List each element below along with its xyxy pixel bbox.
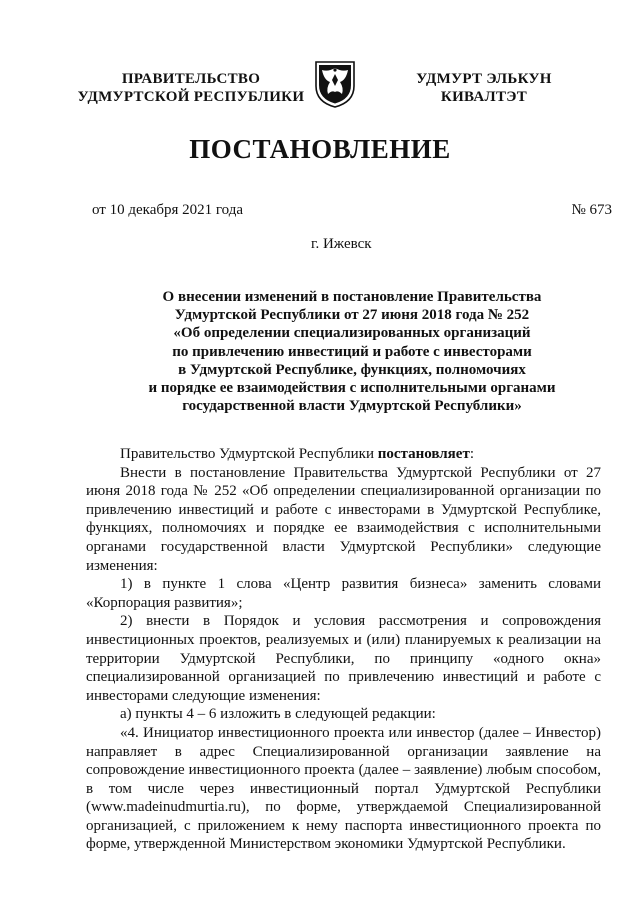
paragraph-subitem-a: а) пункты 4 – 6 изложить в следующей редакции: xyxy=(120,706,436,723)
document-number: № 673 xyxy=(571,202,612,218)
intro-verb: постановляет xyxy=(377,446,470,462)
paragraph-main: Внести в постановление Правительства Удмуртской Республики от 27 июня 2018 года № 252 «Об определении специализированной организации по привлечению инвестиций и работе с инвесторами в Удмуртской Республике, функциях, полномочиях и порядке ее взаимодействия с исполнительными органами государственной власти Удмуртской Республики» следующие изменения: xyxy=(86,464,601,574)
paragraph-clause-4: «4. Инициатор инвестиционного проекта или инвестор (далее – Инвестор) направляет в адрес Специализированной организации заявление на сопровождение инвестиционного проекта (далее – заявление) любым способом, в том числе через инвестиционный портал Удмуртской Республики (www.madeinudmurtia.ru), по форме, утверждаемой Специализированной организацией, с приложением к нему паспорта инвестиционного проекта по форме, утвержденной Министерством экономики Удмуртской Республики. xyxy=(86,724,601,853)
government-header-udmurt xyxy=(394,70,574,106)
document-subject xyxy=(110,288,594,415)
header-right-line-1: УДМУРТ ЭЛЬКУН xyxy=(416,71,552,87)
header-left-line-1: ПРАВИТЕЛЬСТВО xyxy=(121,71,261,87)
document-body xyxy=(86,445,601,854)
subject-line: и порядке ее взаимодействия с исполнительными органами xyxy=(148,380,556,397)
subject-line: О внесении изменений в постановление Правительства xyxy=(162,289,542,305)
document-city: г. Ижевск xyxy=(311,236,372,252)
intro-colon: : xyxy=(469,446,474,462)
subject-line: Удмуртской Республики от 27 июня 2018 года № 252 xyxy=(174,307,530,324)
document-title: ПОСТАНОВЛЕНИЕ xyxy=(189,134,451,164)
government-header-russian xyxy=(72,70,310,106)
subject-line: государственной власти Удмуртской Республики» xyxy=(182,398,522,415)
intro-paragraph xyxy=(86,445,601,464)
subject-line: по привлечению инвестиций и работе с инвесторами xyxy=(172,343,532,360)
paragraph-item-2: 2) внести в Порядок и условия рассмотрения и сопровождения инвестиционных проектов, реализуемых и (или) планируемых к реализации на территории Удмуртской Республики, по принципу «одного окна» специализированной организацией по привлечению инвестиций и работе с инвесторами следующие изменения: xyxy=(86,613,601,704)
subject-line: в Удмуртской Республике, функциях, полномочиях xyxy=(178,361,526,378)
header-right-line-2: КИВАЛТЭТ xyxy=(440,89,528,105)
subject-line: «Об определении специализированных организаций xyxy=(173,325,531,342)
intro-text: Правительство Удмуртской Республики xyxy=(120,446,378,462)
header-left-line-2: УДМУРТСКОЙ РЕСПУБЛИКИ xyxy=(77,89,305,105)
document-date: от 10 декабря 2021 года xyxy=(92,202,244,218)
udmurt-coat-of-arms-icon xyxy=(314,58,356,108)
paragraph-item-1: 1) в пункте 1 слова «Центр развития бизнеса» заменить словами «Корпорация развития»; xyxy=(86,576,601,611)
